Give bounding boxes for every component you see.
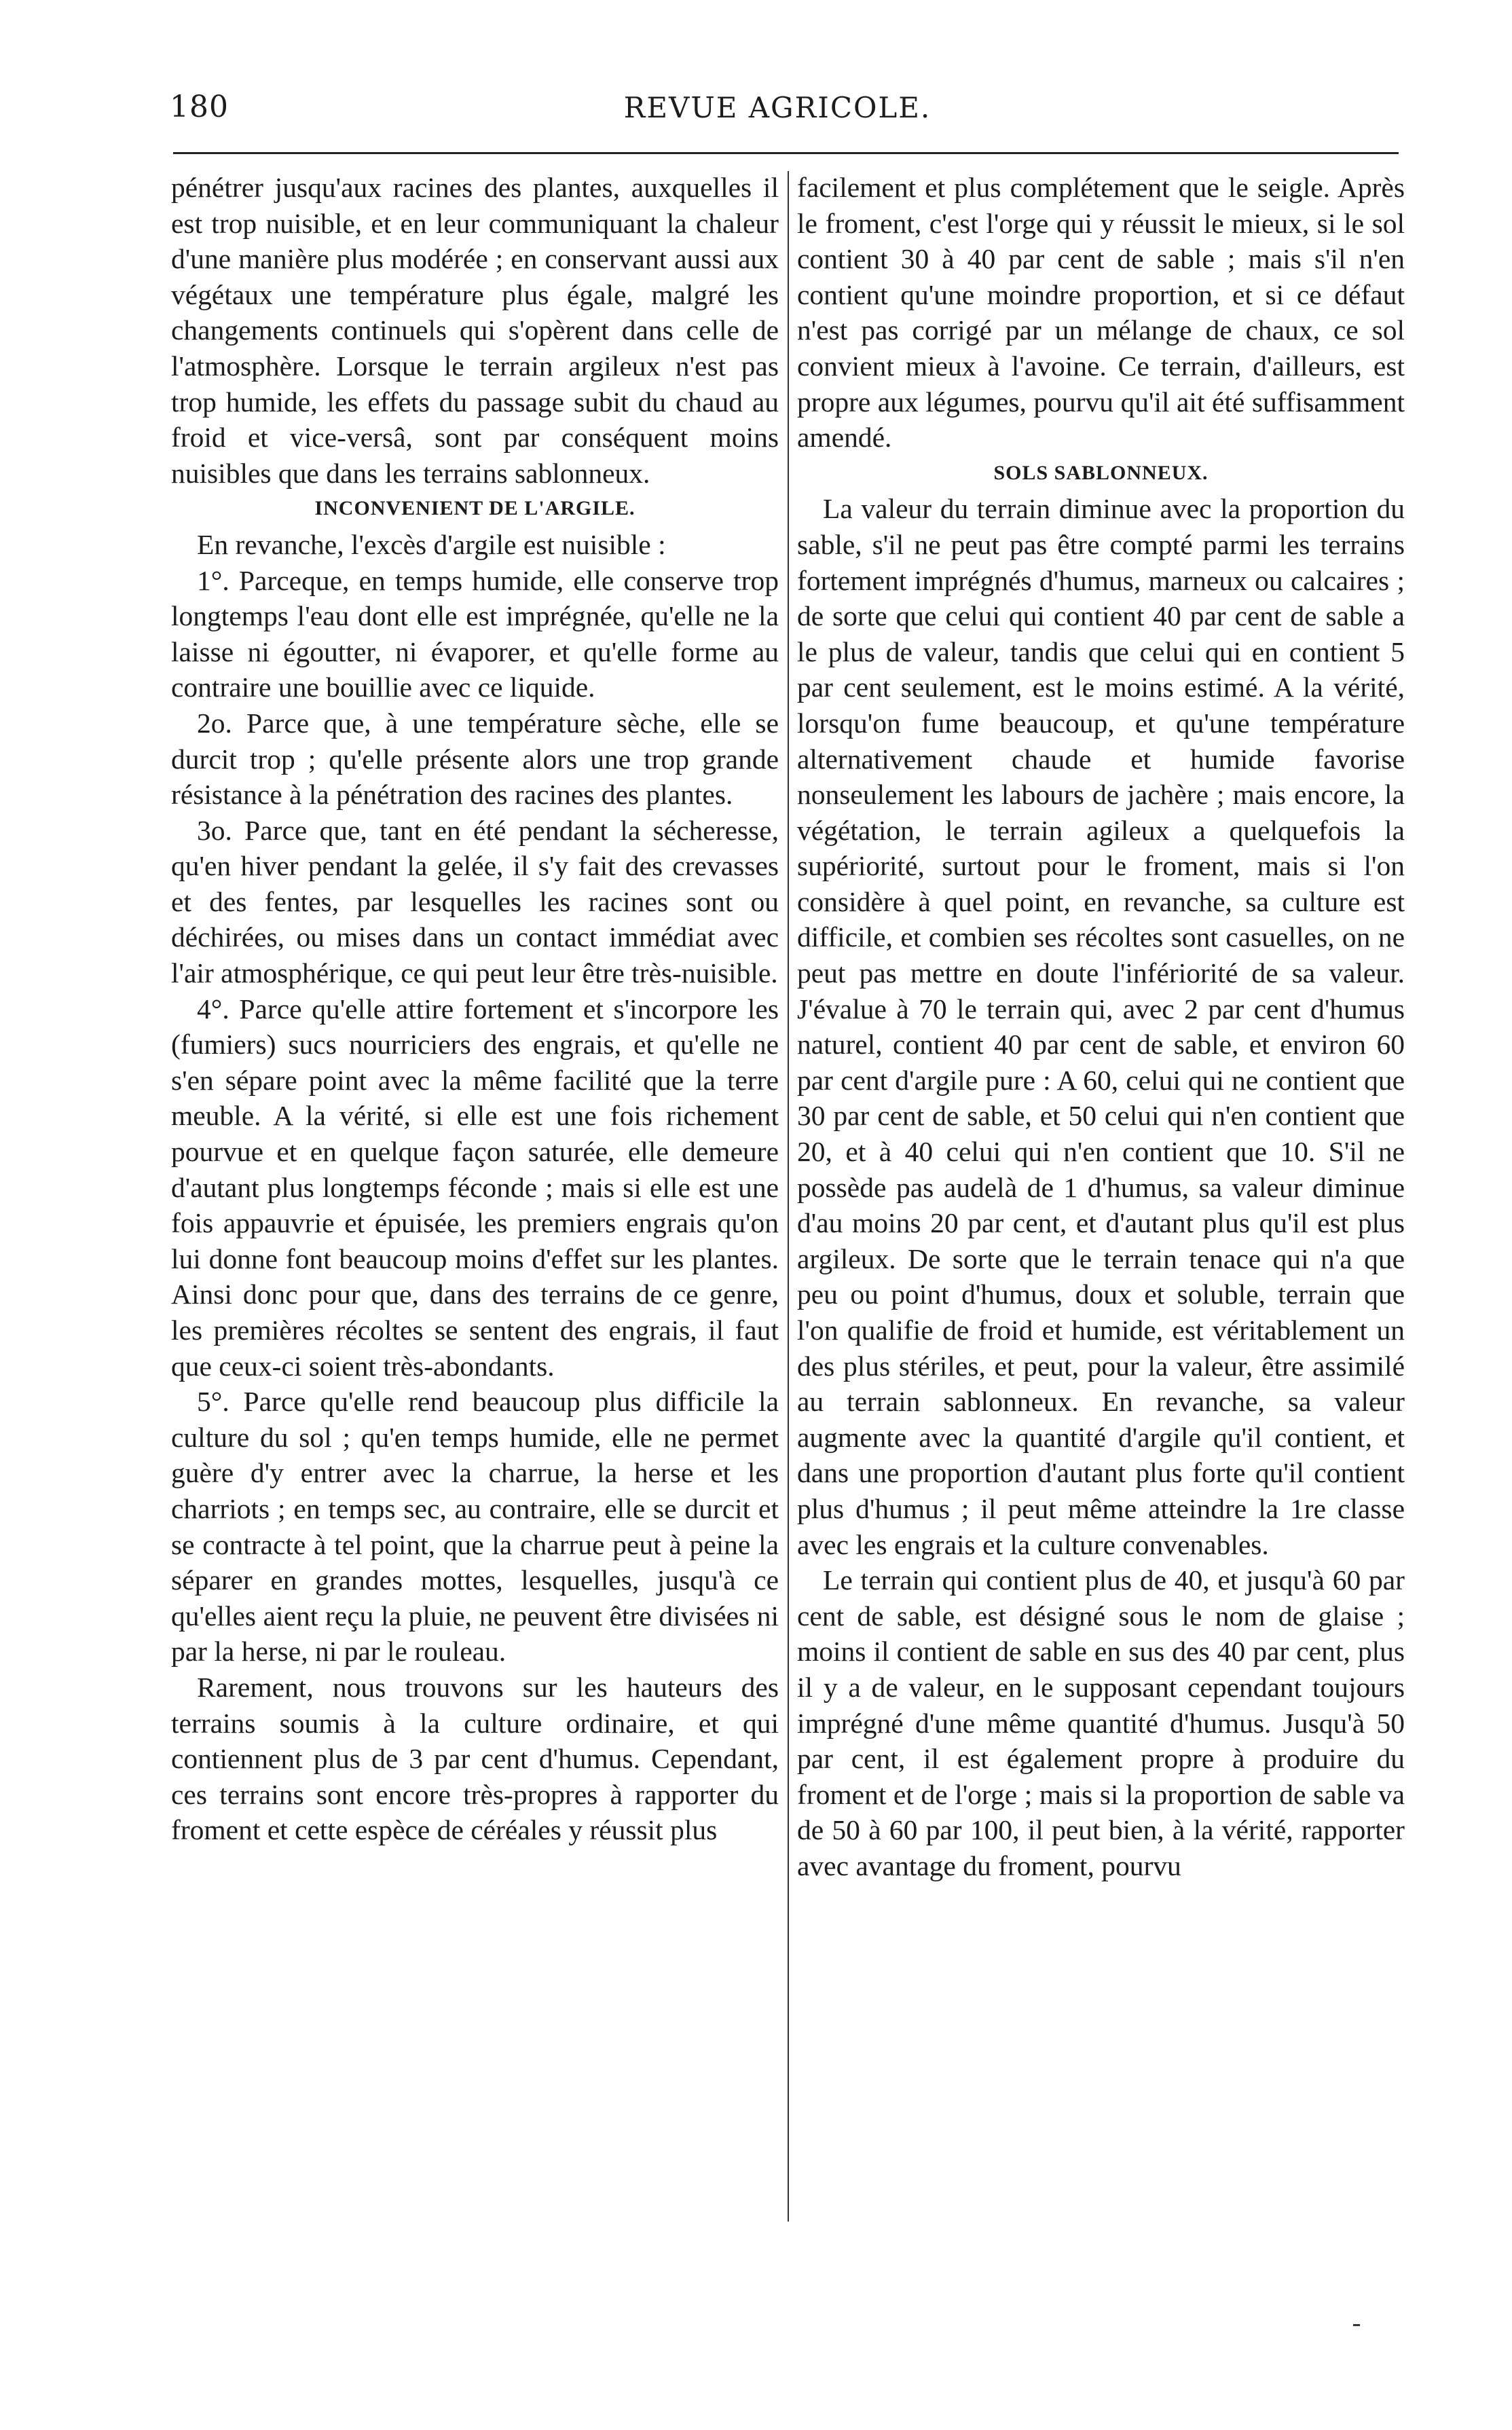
left-column [171, 170, 779, 1848]
paragraph: Rarement, nous trouvons sur les hauteurs des terrains soumis à la culture ordinaire, et qui contiennent plus de 3 par cent d'humus. Cependant, ces terrains sont encore très-propres à rapporter du froment et cette espèce de céréales y réussit plus [171, 1671, 779, 1846]
header-rule [173, 152, 1399, 154]
paragraph: pénétrer jusqu'aux racines des plantes, auxquelles il est trop nuisible, et en leur communiquant la chaleur d'une manière plus modérée ; en conservant aussi aux végétaux une température plus égale, malgré les changements continuels qui s'opèrent dans celle de l'atmosphère. Lorsque le terrain argileux n'est pas trop humide, les effets du passage subit du chaud au froid et vice-versâ, sont par conséquent moins nuisibles que dans les terrains sablonneux. [171, 172, 779, 489]
page-header [163, 90, 1392, 137]
paragraph: 1°. Parceque, en temps humide, elle conserve trop longtemps l'eau dont elle est imprégnée, qu'elle ne la laisse ni égoutter, ni évaporer, et qu'elle forme au contraire une bouillie avec ce liquide. [171, 564, 779, 703]
right-column [797, 170, 1405, 1884]
paragraph: facilement et plus complétement que le seigle. Après le froment, c'est l'orge qui y réussit le mieux, si le sol contient 30 à 40 par cent de sable ; mais s'il n'en contient qu'une moindre proportion, et si ce défaut n'est pas corrigé par un mélange de chaux, ce sol convient mieux à l'avoine. Ce terrain, d'ailleurs, est propre aux légumes, pourvu qu'il ait été suffisamment amendé. [797, 172, 1405, 454]
paragraph: En revanche, l'excès d'argile est nuisible : [197, 528, 666, 560]
paragraph: 2o. Parce que, à une température sèche, elle se durcit trop ; qu'elle présente alors une trop grande résistance à la pénétration des racines des plantes. [171, 707, 779, 811]
paragraph: 5°. Parce qu'elle rend beaucoup plus difficile la culture du sol ; qu'en temps humide, elle ne permet guère d'y entrer avec la charrue, la herse et les charriots ; en temps sec, au contraire, elle se durcit et se contracte à tel point, que la charrue peut à peine la séparer en grandes mottes, lesquelles, jusqu'à ce qu'elles aient reçu la pluie, ne peuvent être divisées ni par la herse, ni par le rouleau. [171, 1386, 779, 1668]
paragraph: 4°. Parce qu'elle attire fortement et s'incorpore les (fumiers) sucs nourriciers des engrais, et qu'elle ne s'en sépare point avec la même facilité que la terre meuble. A la vérité, si elle est une fois richement pourvue et en quelque façon saturée, elle demeure d'autant plus longtemps féconde ; mais si elle est une fois appauvrie et épuisée, les premiers engrais qu'on lui donne font beaucoup moins d'effet sur les plantes. Ainsi donc pour que, dans des terrains de ce genre, les premières récoltes se sentent des engrais, il faut que ceux-ci soient très-abondants. [171, 993, 779, 1382]
section-heading: INCONVENIENT DE L'ARGILE. [314, 497, 635, 520]
running-title: REVUE AGRICOLE. [623, 91, 932, 124]
paragraph: Le terrain qui contient plus de 40, et jusqu'à 60 par cent de sable, est désigné sous le nom de glaise ; moins il contient de sable en sus des 40 par cent, plus il y a de valeur, en le supposant cependant toujours imprégné d'une même quantité d'humus. Jusqu'à 50 par cent, il est également propre à produire du froment et de l'orge ; mais si la proportion de sable va de 50 à 60 par 100, il peut bien, à la vérité, rapporter avec avantage du froment, pourvu [797, 1564, 1405, 1881]
section-heading: SOLS SABLONNEUX. [993, 461, 1209, 484]
column-divider [788, 171, 789, 2222]
paragraph: 3o. Parce que, tant en été pendant la sécheresse, qu'en hiver pendant la gelée, il s'y fait des crevasses et des fentes, par lesquelles les racines sont ou déchirées, ou mises dans un contact immédiat avec l'air atmosphérique, ce qui peut leur être très-nuisible. [171, 814, 779, 989]
print-mark [1353, 2324, 1360, 2326]
page-number: 180 [170, 90, 229, 124]
paragraph: La valeur du terrain diminue avec la proportion du sable, s'il ne peut pas être compté parmi les terrains fortement imprégnés d'humus, marneux ou calcaires ; de sorte que celui qui contient 40 par cent de sable a le plus de valeur, tandis que celui qui en contient 5 par cent seulement, est le moins estimé. A la vérité, lorsqu'on fume beaucoup, et qu'une température alternativement chaude et humide favorise nonseulement les labours de jachère ; mais encore, la végétation, le terrain agileux a quelquefois la supériorité, surtout pour le froment, mais si l'on considère à quel point, en revanche, sa culture est difficile, et combien ses récoltes sont casuelles, on ne peut pas mettre en doute l'infériorité de sa valeur. J'évalue à 70 le terrain qui, avec 2 par cent d'humus naturel, contient 40 par cent de sable, et environ 60 par cent d'argile pure : A 60, celui qui ne contient que 30 par cent de sable, et 50 celui qui n'en contient que 20, et à 40 celui qui n'en contient que 10. S'il ne possède pas audelà de 1 d'humus, sa valeur diminue d'au moins 20 par cent, et d'autant plus qu'il est plus argileux. De sorte que le terrain tenace qui n'a que peu ou point d'humus, doux et soluble, terrain que l'on qualifie de froid et humide, est véritablement un des plus stériles, et peut, pour la valeur, être assimilé au terrain sablonneux. En revanche, sa valeur augmente avec la quantité d'argile qu'il contient, et dans une proportion d'autant plus forte qu'il contient plus d'humus ; il peut même atteindre la 1re classe avec les engrais et la culture convenables. [797, 493, 1405, 1560]
